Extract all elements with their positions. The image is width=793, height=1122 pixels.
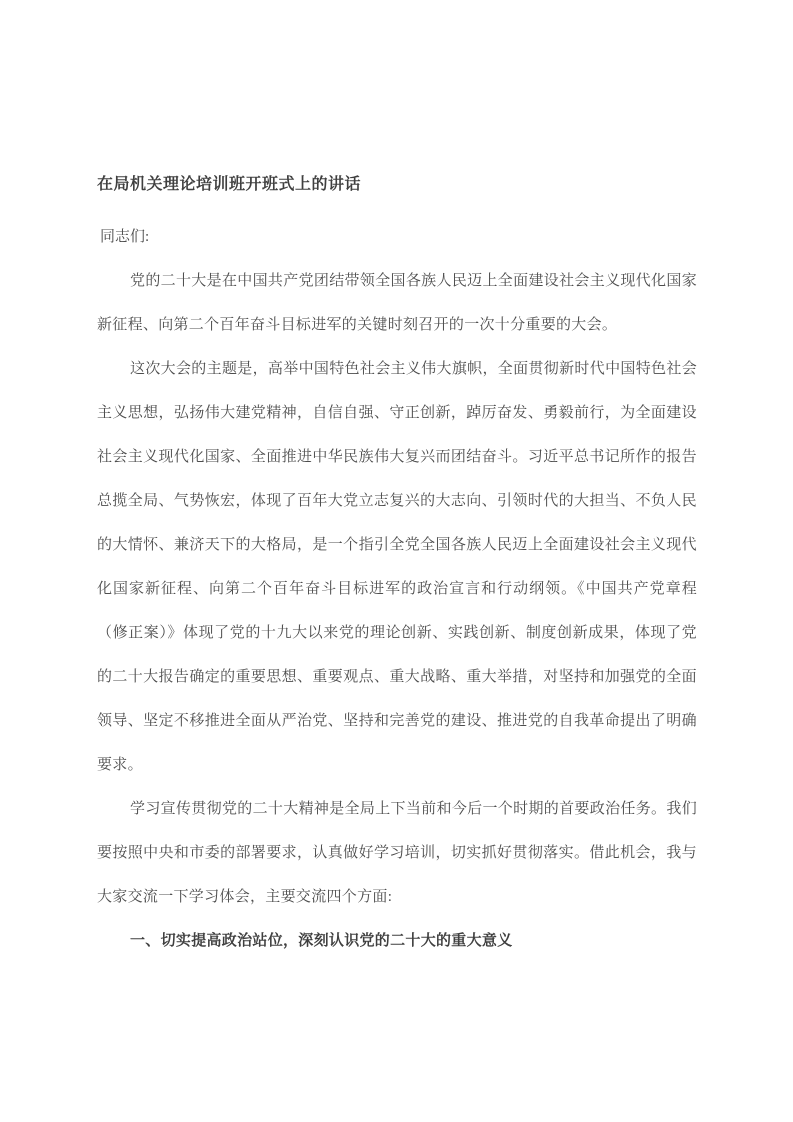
salutation: 同志们: [100,229,150,245]
document-title: 在局机关理论培训班开班式上的讲话 [97,176,362,193]
section-heading-1: 一、切实提高政治站位，深刻认识党的二十大的重大意义 [130,933,513,949]
paragraph-3: 学习宣传贯彻党的二十大精神是全局上下当前和今后一个时期的首要政治任务。我们要按照中央和市委的部署要求，认真做好学习培训，切实抓好贯彻落实。借此机会，我与大家交流一下学习体会，主要交流四个方面: [97,801,697,905]
paragraph-2: 这次大会的主题是，高举中国特色社会主义伟大旗帜，全面贯彻新时代中国特色社会主义思想，弘扬伟大建党精神，自信自强、守正创新，踔厉奋发、勇毅前行，为全面建设社会主义现代化国家、全面推进中华民族伟大复兴而团结奋斗。习近平总书记所作的报告总揽全局、气势恢宏，体现了百年大党立志复兴的大志向、引领时代的大担当、不负人民的大情怀、兼济天下的大格局，是一个指引全党全国各族人民迈上全面建设社会主义现代化国家新征程、向第二个百年奋斗目标进军的政治宣言和行动纲领。《中国共产党章程（修正案）》体现了党的十九大以来党的理论创新、实践创新、制度创新成果，体现了党的二十大报告确定的重要思想、重要观点、重大战略、重大举措，对坚持和加强党的全面领导、坚定不移推进全面从严治党、坚持和完善党的建设、推进党的自我革命提出了明确要求。 [97,361,697,773]
paragraph-1: 党的二十大是在中国共产党团结带领全国各族人民迈上全面建设社会主义现代化国家新征程、向第二个百年奋斗目标进军的关键时刻召开的一次十分重要的大会。 [97,273,697,333]
